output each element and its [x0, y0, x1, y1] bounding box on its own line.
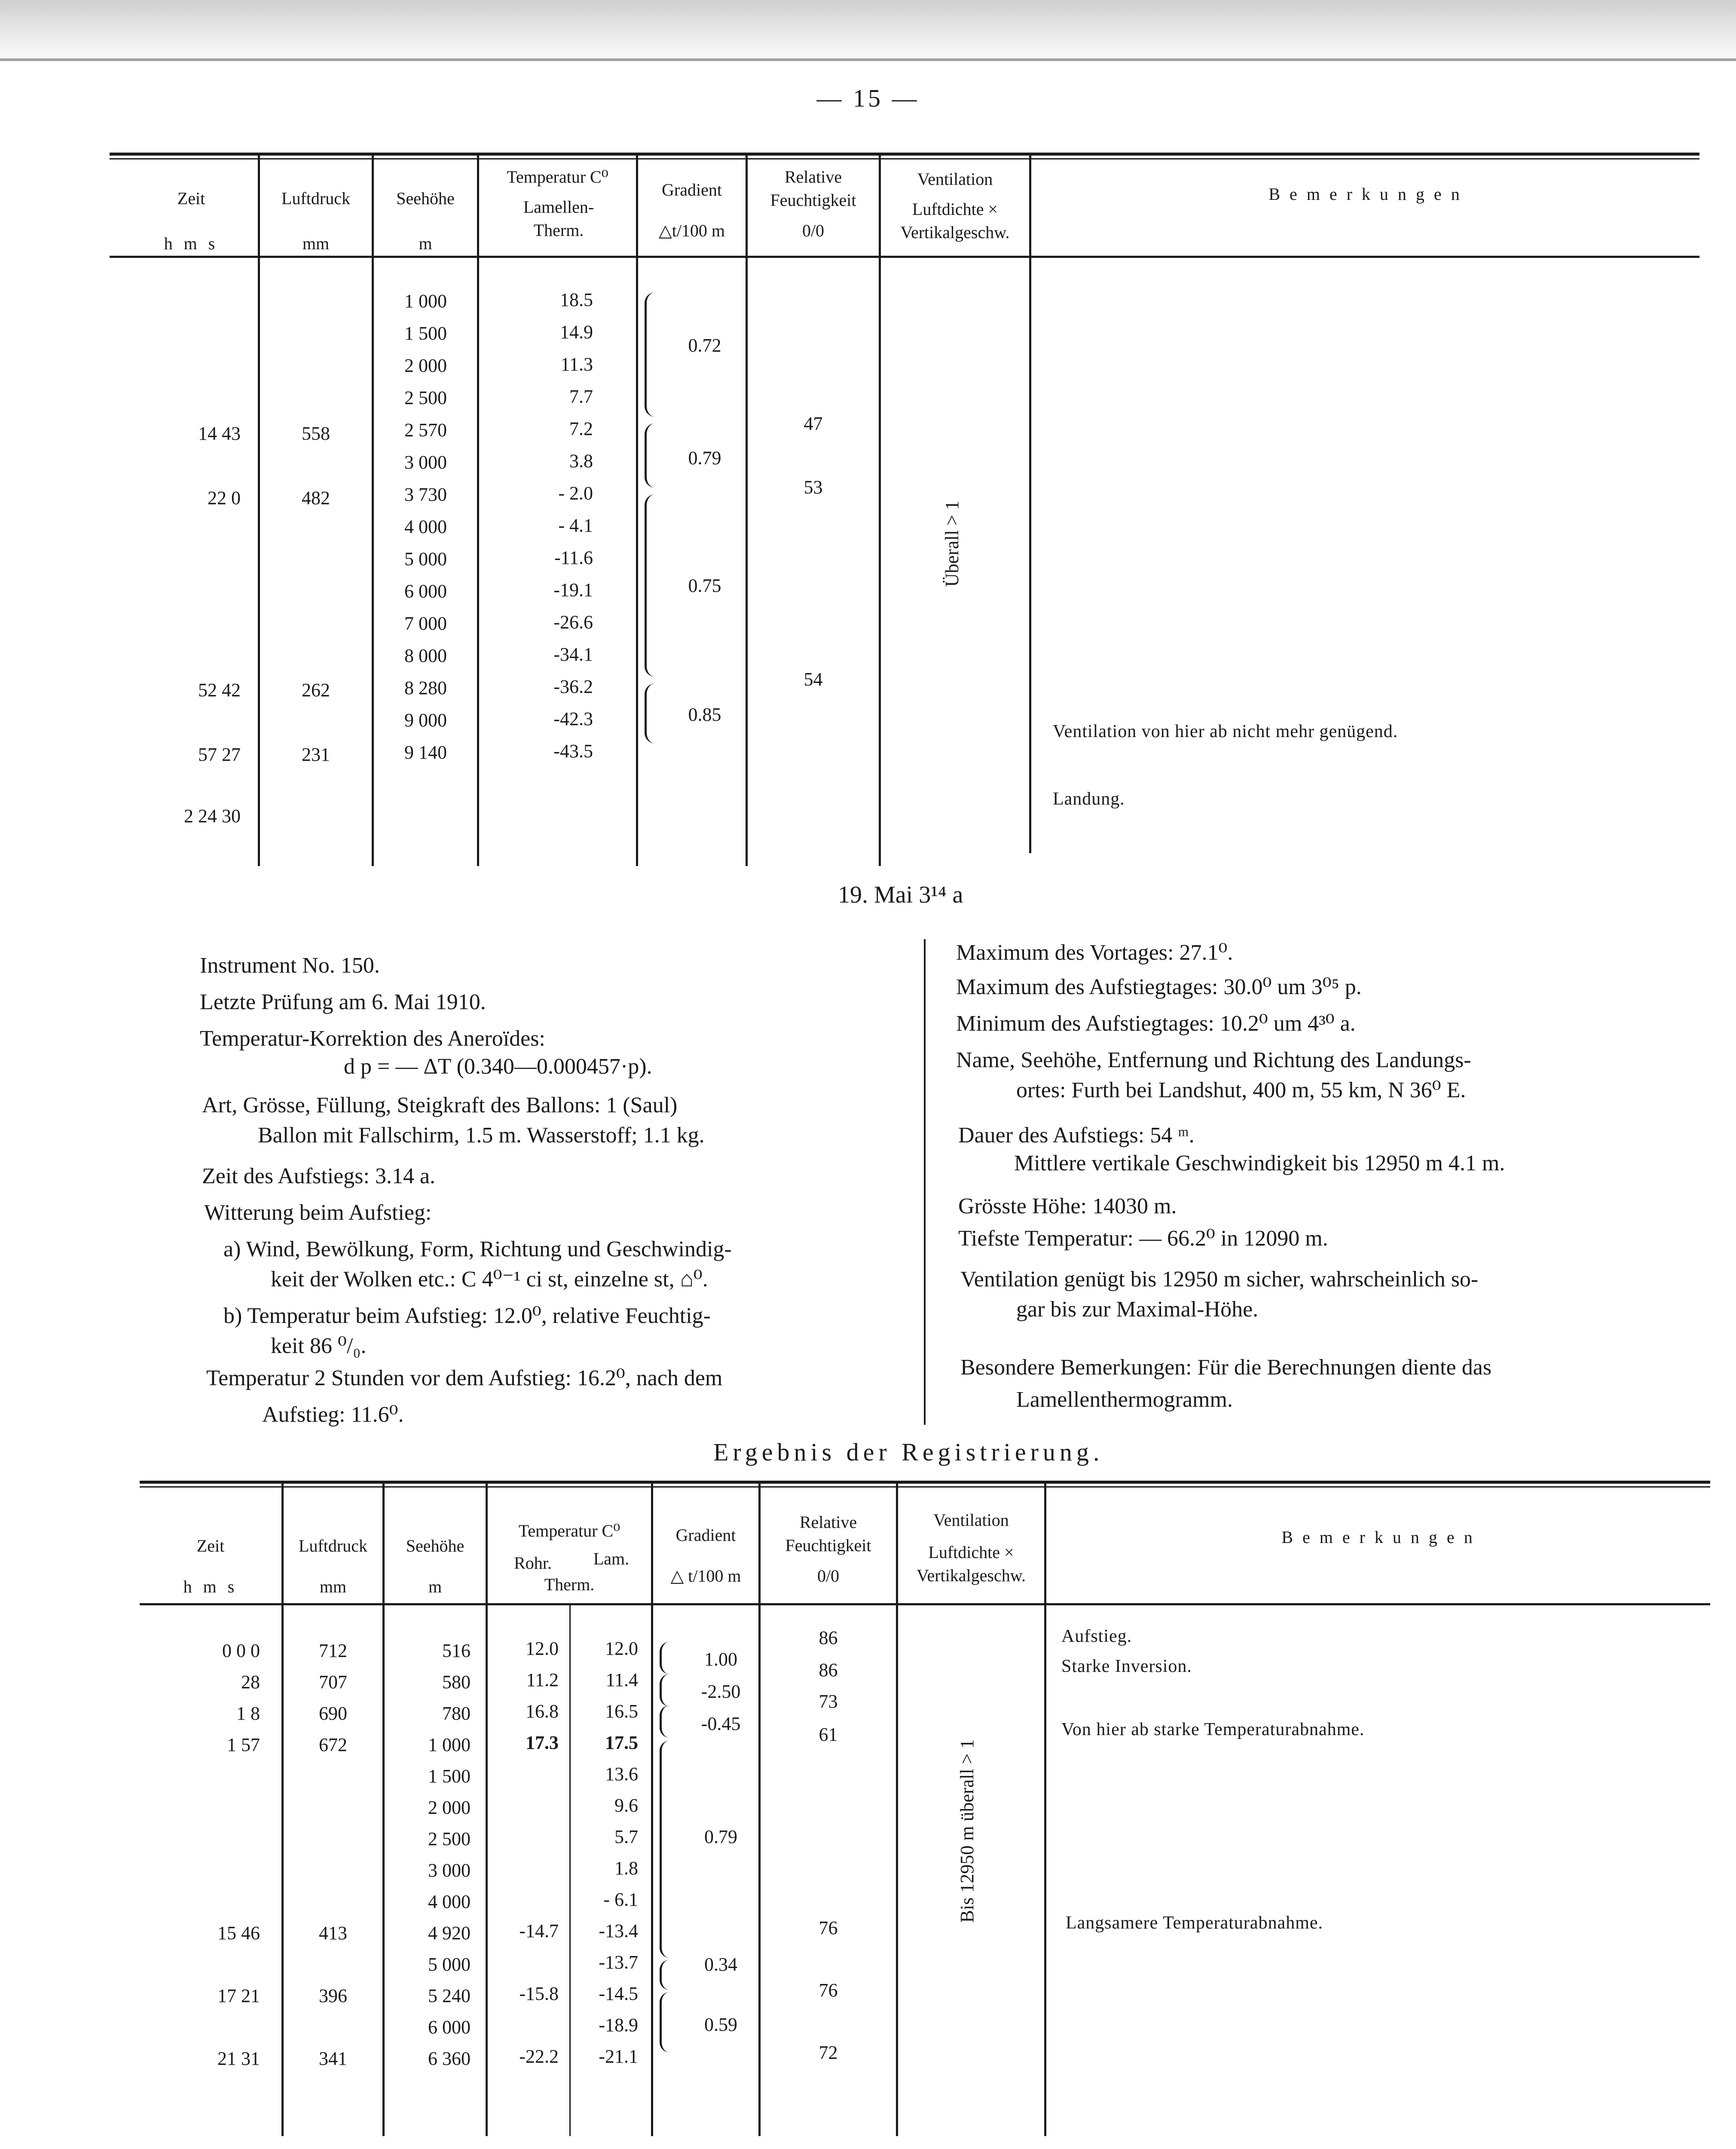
header-luftdruck-unit: mm	[319, 1577, 347, 1596]
rule	[110, 158, 1699, 159]
remark: Ventilation von hier ab nicht mehr genügend.	[1053, 722, 1398, 741]
column-rule	[636, 155, 638, 866]
cell-luftdruck: 413	[319, 1922, 347, 1944]
cell-temp: -19.1	[553, 579, 593, 600]
info-line: Name, Seehöhe, Entfernung und Richtung des Landungs-	[956, 1048, 1471, 1072]
cell-seehoehe: 7 000	[404, 613, 447, 634]
brace	[660, 1960, 669, 1990]
cell-zeit: 17 21	[217, 1985, 260, 2006]
header-feuchtigkeit: Relative Feuchtigkeit	[770, 167, 856, 210]
cell-temp: - 4.1	[558, 515, 593, 536]
info-line: keit 86 ⁰/₀.	[271, 1334, 367, 1358]
header-gradient-unit: △ t/100 m	[670, 1566, 741, 1586]
cell-seehoehe: 8 280	[404, 677, 447, 698]
info-line: Tiefste Temperatur: — 66.2⁰ in 12090 m.	[958, 1226, 1328, 1251]
header-bemerkungen: B e m e r k u n g e n	[1268, 184, 1462, 204]
header-temp-rohr: Rohr.	[514, 1553, 552, 1573]
cell-zeit: 1 8	[236, 1703, 260, 1724]
cell-zeit: 52 42	[198, 680, 241, 701]
cell-luftdruck: 482	[302, 487, 330, 508]
cell-temp-rohr: 12.0	[526, 1638, 559, 1659]
info-line: Art, Grösse, Füllung, Steigkraft des Ballons: 1 (Saul)	[202, 1093, 678, 1117]
cell-humidity: 86	[819, 1627, 838, 1648]
cell-temp-lam: 5.7	[614, 1826, 638, 1847]
rule	[140, 1486, 1710, 1488]
cell-temp: -26.6	[553, 612, 593, 633]
cell-seehoehe: 2 500	[428, 1828, 471, 1849]
cell-temp: 11.3	[560, 354, 593, 375]
cell-luftdruck: 341	[319, 2048, 347, 2069]
column-divider	[924, 939, 926, 1425]
cell-seehoehe: 2 000	[404, 355, 447, 376]
cell-temp: - 2.0	[558, 483, 593, 504]
cell-temp: -43.5	[553, 741, 593, 762]
cell-gradient: 0.75	[688, 575, 721, 596]
cell-temp-rohr: -22.2	[519, 2046, 559, 2067]
header-ventilation-sub: Luftdichte × Vertikalgeschw.	[900, 199, 1010, 242]
remark: Starke Inversion.	[1061, 1656, 1192, 1676]
cell-zeit: 21 31	[217, 2048, 260, 2069]
info-line: Letzte Prüfung am 6. Mai 1910.	[200, 990, 486, 1014]
cell-humidity: 53	[804, 477, 823, 498]
cell-zeit: 22 0	[208, 487, 241, 508]
cell-temp-lam: 16.5	[605, 1701, 638, 1722]
cell-humidity: 54	[804, 669, 823, 690]
column-rule	[1044, 1483, 1046, 2136]
header-gradient: Gradient	[662, 180, 722, 199]
info-line: Maximum des Aufstiegtages: 30.0⁰ um 3⁰⁵ p.	[956, 975, 1362, 999]
cell-temp-lam: 17.5	[605, 1732, 638, 1753]
cell-seehoehe: 4 000	[404, 516, 447, 537]
cell-gradient: 0.34	[704, 1954, 737, 1975]
cell-humidity: 61	[819, 1724, 838, 1745]
cell-zeit: 28	[241, 1671, 260, 1693]
header-ventilation-sub: Luftdichte × Vertikalgeschw.	[917, 1543, 1026, 1585]
cell-temp-lam: - 6.1	[603, 1889, 638, 1910]
cell-gradient: 0.79	[688, 447, 721, 468]
cell-temp: -42.3	[553, 708, 593, 729]
header-ventilation: Ventilation	[917, 169, 993, 189]
cell-seehoehe: 8 000	[404, 645, 447, 666]
header-zeit: Zeit	[177, 189, 205, 208]
cell-gradient: 1.00	[704, 1649, 737, 1670]
cell-luftdruck: 396	[319, 1985, 347, 2006]
header-zeit-unit: h m s	[164, 234, 219, 253]
cell-gradient: 0.72	[688, 335, 721, 356]
header-temperatur-sub: Lamellen-Therm.	[523, 197, 594, 240]
info-line: Lamellenthermogramm.	[1016, 1387, 1233, 1412]
cell-seehoehe: 5 240	[428, 1985, 471, 2006]
cell-temp: 7.2	[569, 418, 593, 439]
cell-seehoehe: 2 500	[404, 387, 447, 408]
cell-luftdruck: 690	[319, 1703, 347, 1724]
cell-seehoehe: 2 000	[428, 1797, 471, 1818]
rule	[140, 1603, 1710, 1605]
cell-seehoehe: 4 000	[428, 1891, 471, 1912]
cell-seehoehe: 9 000	[404, 710, 447, 731]
cell-luftdruck: 707	[319, 1671, 347, 1693]
cell-seehoehe: 1 500	[404, 323, 447, 344]
cell-temp-rohr: 11.2	[526, 1669, 559, 1690]
header-temperatur: Temperatur C⁰	[507, 167, 608, 187]
cell-temp-rohr: 17.3	[526, 1732, 559, 1753]
cell-seehoehe: 1 500	[428, 1766, 471, 1787]
cell-seehoehe: 9 140	[404, 742, 447, 763]
info-line: Grösste Höhe: 14030 m.	[958, 1194, 1177, 1218]
cell-seehoehe: 1 000	[404, 291, 447, 312]
info-line: Zeit des Aufstiegs: 3.14 a.	[202, 1164, 436, 1188]
cell-zeit: 14 43	[198, 423, 241, 444]
header-seehoehe: Seehöhe	[406, 1536, 465, 1555]
info-line: Besondere Bemerkungen: Für die Berechnungen diente das	[960, 1355, 1492, 1380]
cell-temp-lam: 11.4	[605, 1669, 638, 1690]
cell-gradient: 0.59	[704, 2014, 737, 2035]
header-temp-therm: Therm.	[544, 1575, 595, 1594]
info-line: Temperatur-Korrektion des Aneroïdes:	[200, 1026, 545, 1051]
header-seehoehe-unit: m	[428, 1577, 442, 1596]
cell-seehoehe: 3 000	[404, 452, 447, 473]
rule	[140, 1481, 1710, 1484]
header-feuchtigkeit: Relative Feuchtigkeit	[785, 1512, 871, 1555]
cell-seehoehe: 4 920	[428, 1922, 471, 1944]
column-rule	[879, 155, 881, 866]
cell-gradient: -2.50	[701, 1681, 741, 1702]
cell-seehoehe: 6 360	[428, 2048, 471, 2069]
remark: Von hier ab starke Temperaturabnahme.	[1061, 1720, 1365, 1739]
info-line: a) Wind, Bewölkung, Form, Richtung und Geschwindig-	[223, 1237, 732, 1261]
info-line: Ballon mit Fallschirm, 1.5 m. Wasserstoff; 1.1 kg.	[258, 1123, 705, 1148]
cell-seehoehe: 5 000	[428, 1954, 471, 1975]
cell-zeit: 57 27	[198, 744, 241, 765]
cell-gradient: 0.79	[704, 1826, 737, 1847]
cell-zeit: 1 57	[227, 1734, 260, 1755]
column-rule	[569, 1605, 571, 2136]
cell-humidity: 73	[819, 1691, 838, 1712]
header-seehoehe: Seehöhe	[396, 189, 455, 208]
cell-luftdruck: 558	[302, 423, 330, 444]
ventilation-vertical-note: Bis 12950 m überall > 1	[957, 1739, 978, 1923]
header-luftdruck: Luftdruck	[299, 1536, 367, 1555]
remark: Aufstieg.	[1061, 1626, 1132, 1646]
remark: Landung.	[1053, 789, 1125, 809]
info-line: Witterung beim Aufstieg:	[204, 1200, 432, 1225]
cell-temp: 18.5	[560, 289, 593, 310]
cell-zeit: 0 0 0	[222, 1640, 260, 1661]
cell-luftdruck: 712	[319, 1640, 347, 1661]
brace	[660, 1992, 669, 2052]
cell-temp: 3.8	[569, 450, 593, 471]
cell-temp-lam: 9.6	[614, 1795, 638, 1816]
cell-luftdruck: 672	[319, 1734, 347, 1755]
info-line: gar bis zur Maximal-Höhe.	[1016, 1297, 1259, 1322]
brace	[645, 292, 655, 417]
cell-luftdruck: 231	[302, 744, 330, 765]
cell-temp-lam: -18.9	[599, 2014, 638, 2036]
header-feuchtigkeit-unit: 0/0	[817, 1566, 840, 1586]
info-line: Instrument No. 150.	[200, 953, 380, 978]
cell-temp: -34.1	[553, 644, 593, 665]
header-luftdruck: Luftdruck	[281, 189, 350, 208]
header-temperatur: Temperatur C⁰	[518, 1521, 620, 1540]
cell-temp-lam: 13.6	[605, 1763, 638, 1785]
cell-seehoehe: 580	[442, 1671, 471, 1693]
info-line: ortes: Furth bei Landshut, 400 m, 55 km, N 36⁰ E.	[1016, 1078, 1466, 1102]
info-line: Mittlere vertikale Geschwindigkeit bis 12950 m 4.1 m.	[1014, 1151, 1505, 1176]
info-line: keit der Wolken etc.: C 4⁰⁻¹ ci st, einzelne st, ⌂⁰.	[271, 1267, 708, 1292]
info-line: Dauer des Aufstiegs: 54 ᵐ.	[958, 1123, 1195, 1148]
brace	[660, 1705, 669, 1738]
info-line: Temperatur 2 Stunden vor dem Aufstieg: 16.2⁰, nach dem	[206, 1366, 723, 1390]
cell-temp: 14.9	[560, 321, 593, 343]
remark: Langsamere Temperaturabnahme.	[1066, 1913, 1323, 1933]
header-temp-lam: Lam.	[593, 1549, 630, 1568]
brace	[645, 423, 655, 488]
section-title: 19. Mai 3¹⁴ a	[838, 882, 963, 908]
info-line: Ventilation genügt bis 12950 m sicher, wahrscheinlich so-	[960, 1267, 1479, 1292]
cell-humidity: 76	[819, 1917, 838, 1938]
cell-temp-lam: -14.5	[599, 1983, 638, 2004]
brace	[660, 1674, 669, 1706]
header-zeit-unit: h m s	[183, 1577, 238, 1596]
cell-temp-rohr: 16.8	[526, 1701, 559, 1722]
cell-temp-lam: -13.4	[599, 1920, 638, 1941]
header-seehoehe-unit: m	[419, 234, 432, 253]
cell-luftdruck: 262	[302, 680, 330, 701]
cell-humidity: 86	[819, 1659, 838, 1681]
page-number: — 15 —	[816, 84, 920, 112]
header-feuchtigkeit-unit: 0/0	[802, 221, 825, 240]
column-rule	[477, 155, 479, 866]
ventilation-vertical-note: Überall > 1	[941, 500, 963, 587]
column-rule	[746, 155, 748, 866]
cell-humidity: 72	[819, 2042, 838, 2063]
cell-zeit: 2 24 30	[184, 805, 241, 827]
cell-seehoehe: 6 000	[404, 581, 447, 602]
info-line: Maximum des Vortages: 27.1⁰.	[956, 940, 1233, 965]
cell-gradient: 0.85	[688, 704, 721, 725]
brace	[645, 494, 655, 677]
header-luftdruck-unit: mm	[302, 234, 330, 253]
column-rule	[1029, 155, 1031, 853]
cell-zeit: 15 46	[217, 1922, 260, 1944]
info-line: d p = — ΔT (0.340—0.000457·p).	[344, 1054, 652, 1079]
cell-seehoehe: 2 570	[404, 419, 447, 441]
rule	[110, 256, 1699, 258]
cell-humidity: 47	[804, 413, 823, 434]
brace	[660, 1642, 669, 1674]
cell-seehoehe: 6 000	[428, 2017, 471, 2038]
cell-seehoehe: 3 000	[428, 1860, 471, 1881]
header-zeit: Zeit	[196, 1536, 225, 1555]
cell-seehoehe: 1 000	[428, 1734, 471, 1755]
scan-edge	[0, 0, 1736, 64]
cell-seehoehe: 3 730	[404, 484, 447, 505]
cell-temp-lam: 12.0	[605, 1638, 638, 1659]
cell-temp-rohr: -15.8	[519, 1983, 559, 2004]
brace	[645, 683, 655, 744]
header-ventilation: Ventilation	[933, 1510, 1009, 1530]
cell-temp-lam: -13.7	[599, 1952, 638, 1973]
cell-seehoehe: 516	[442, 1640, 471, 1661]
info-line: b) Temperatur beim Aufstieg: 12.0⁰, relative Feuchtig-	[223, 1304, 711, 1328]
cell-temp: -11.6	[554, 547, 593, 568]
cell-temp-lam: -21.1	[599, 2046, 638, 2067]
cell-seehoehe: 5 000	[404, 548, 447, 569]
cell-temp-rohr: -14.7	[519, 1920, 559, 1941]
table-2-title: Ergebnis der Registrierung.	[713, 1438, 1104, 1466]
cell-temp: -36.2	[553, 676, 593, 697]
rule	[110, 153, 1699, 156]
cell-humidity: 76	[819, 1980, 838, 2001]
cell-temp: 7.7	[569, 386, 593, 407]
cell-gradient: -0.45	[701, 1713, 741, 1734]
header-gradient-unit: △t/100 m	[658, 221, 725, 240]
info-line: Minimum des Aufstiegtages: 10.2⁰ um 4³⁰ a.	[956, 1011, 1356, 1036]
brace	[660, 1741, 669, 1958]
header-gradient: Gradient	[675, 1525, 736, 1545]
cell-seehoehe: 780	[442, 1703, 471, 1724]
info-line: Aufstieg: 11.6⁰.	[262, 1402, 404, 1427]
cell-temp-lam: 1.8	[614, 1858, 638, 1879]
header-bemerkungen: B e m e r k u n g e n	[1281, 1528, 1475, 1547]
